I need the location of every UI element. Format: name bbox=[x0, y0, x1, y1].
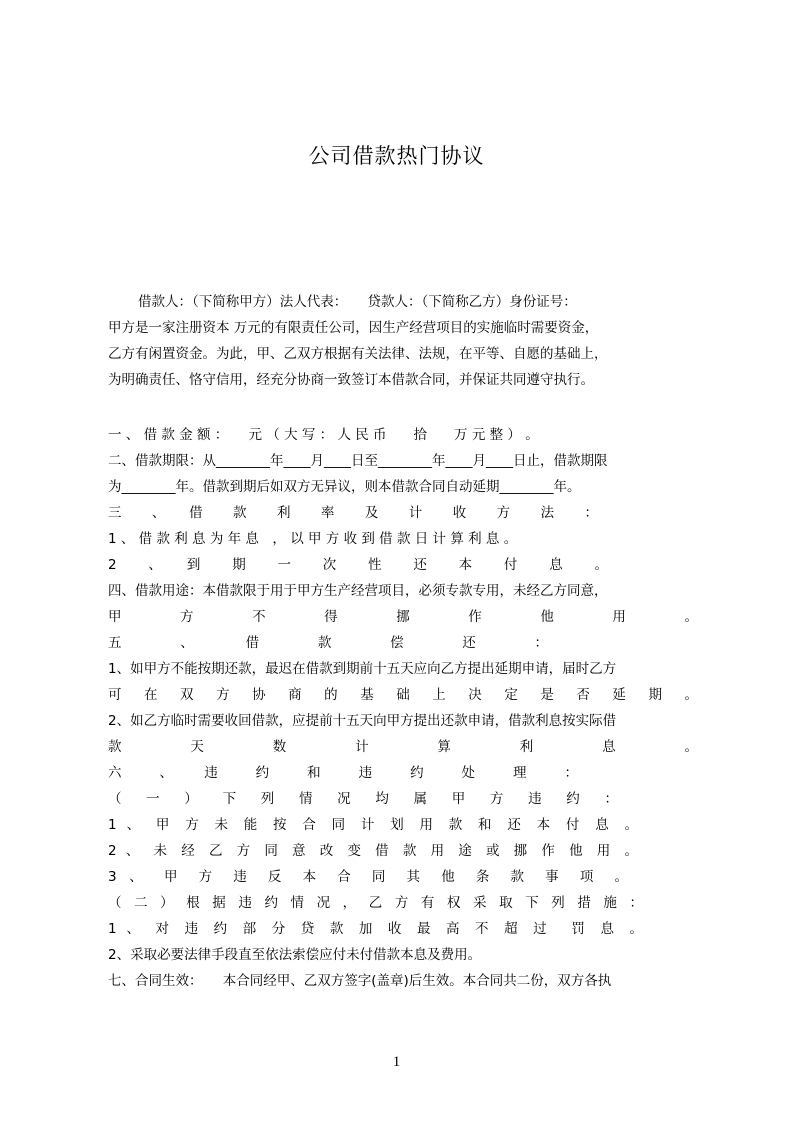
intro-line: 甲方是一家注册资本 万元的有限责任公司，因生产经营项目的实施临时需要资金， bbox=[108, 320, 599, 336]
clause-line: 1 、 甲 方 未 能 按 合 同 计 划 用 款 和 还 本 付 息 。 bbox=[108, 817, 638, 833]
clause-line: 七、合同生效： 本合同经甲、乙双方签字(盖章)后生效。本合同共二份，双方各执 bbox=[108, 973, 612, 989]
clause-line: 1 、 对 违 约 部 分 贷 款 加 收 最 高 不 超 过 罚 息 。 bbox=[108, 921, 643, 937]
clause-line: 一 、 借 款 金 额 ： 元 （ 大 写 ： 人 民 币 拾 万 元 整 ） 。 bbox=[108, 427, 539, 443]
clause-line: 3 、 甲 方 违 反 本 合 同 其 他 条 款 事 项 。 bbox=[108, 869, 628, 885]
clause-line: 款 天 数 计 算 利 息 。 bbox=[108, 739, 698, 755]
intro-line: 借款人：（下简称甲方）法人代表： 贷款人：（下简称乙方）身份证号： bbox=[138, 294, 577, 310]
clause-line: （ 二 ） 根 据 违 约 情 况 ， 乙 方 有 权 采 取 下 列 措 施 ： bbox=[108, 895, 643, 911]
clause-line: 三 、 借 款 利 率 及 计 收 方 法 ： bbox=[108, 505, 598, 521]
clause-line: 2、如乙方临时需要收回借款，应提前十五天向甲方提出还款申请，借款利息按实际借 bbox=[108, 713, 617, 729]
clause-line: 2 、 未 经 乙 方 同 意 改 变 借 款 用 途 或 挪 作 他 用 。 bbox=[108, 843, 638, 859]
clause-line: 为________年。借款到期后如双方无异议，则本借款合同自动延期________年。 bbox=[108, 479, 581, 495]
clause-line: 可 在 双 方 协 商 的 基 础 上 决 定 是 否 延 期 。 bbox=[108, 687, 698, 703]
clause-line: 五 、 借 款 偿 还 ： bbox=[108, 635, 548, 651]
clause-line: 甲 方 不 得 挪 作 他 用 。 bbox=[108, 609, 698, 625]
clause-line: 六 、 违 约 和 违 约 处 理 ： bbox=[108, 765, 578, 781]
clause-line: 二、借款期限：从________年____月____日至________年____月____日止，借款期限 bbox=[108, 453, 608, 469]
intro-line: 乙方有闲置资金。为此，甲、乙双方根据有关法律、法规，在平等、自愿的基础上， bbox=[108, 346, 608, 362]
clause-line: 2、采取必要法律手段直至依法索偿应付未付借款本息及费用。 bbox=[108, 947, 482, 963]
clause-line: （ 一 ） 下 列 情 况 均 属 甲 方 违 约 ： bbox=[108, 791, 618, 807]
page-number: 1 bbox=[392, 1054, 401, 1070]
clause-line: 1 、 借 款 利 息 为 年 息 ， 以 甲 方 收 到 借 款 日 计 算 利 息 。 bbox=[108, 531, 518, 547]
clause-line: 四、借款用途：本借款限于用于甲方生产经营项目，必须专款专用，未经乙方同意， bbox=[108, 583, 608, 599]
document-title: 公司借款热门协议 bbox=[308, 144, 485, 168]
clause-line: 1、如甲方不能按期还款，最迟在借款到期前十五天应向乙方提出延期申请，届时乙方 bbox=[108, 661, 617, 677]
intro-line: 为明确责任、恪守信用，经充分协商一致签订本借款合同，并保证共同遵守执行。 bbox=[108, 372, 594, 388]
clause-line: 2 、 到 期 一 次 性 还 本 付 息 。 bbox=[108, 557, 608, 573]
